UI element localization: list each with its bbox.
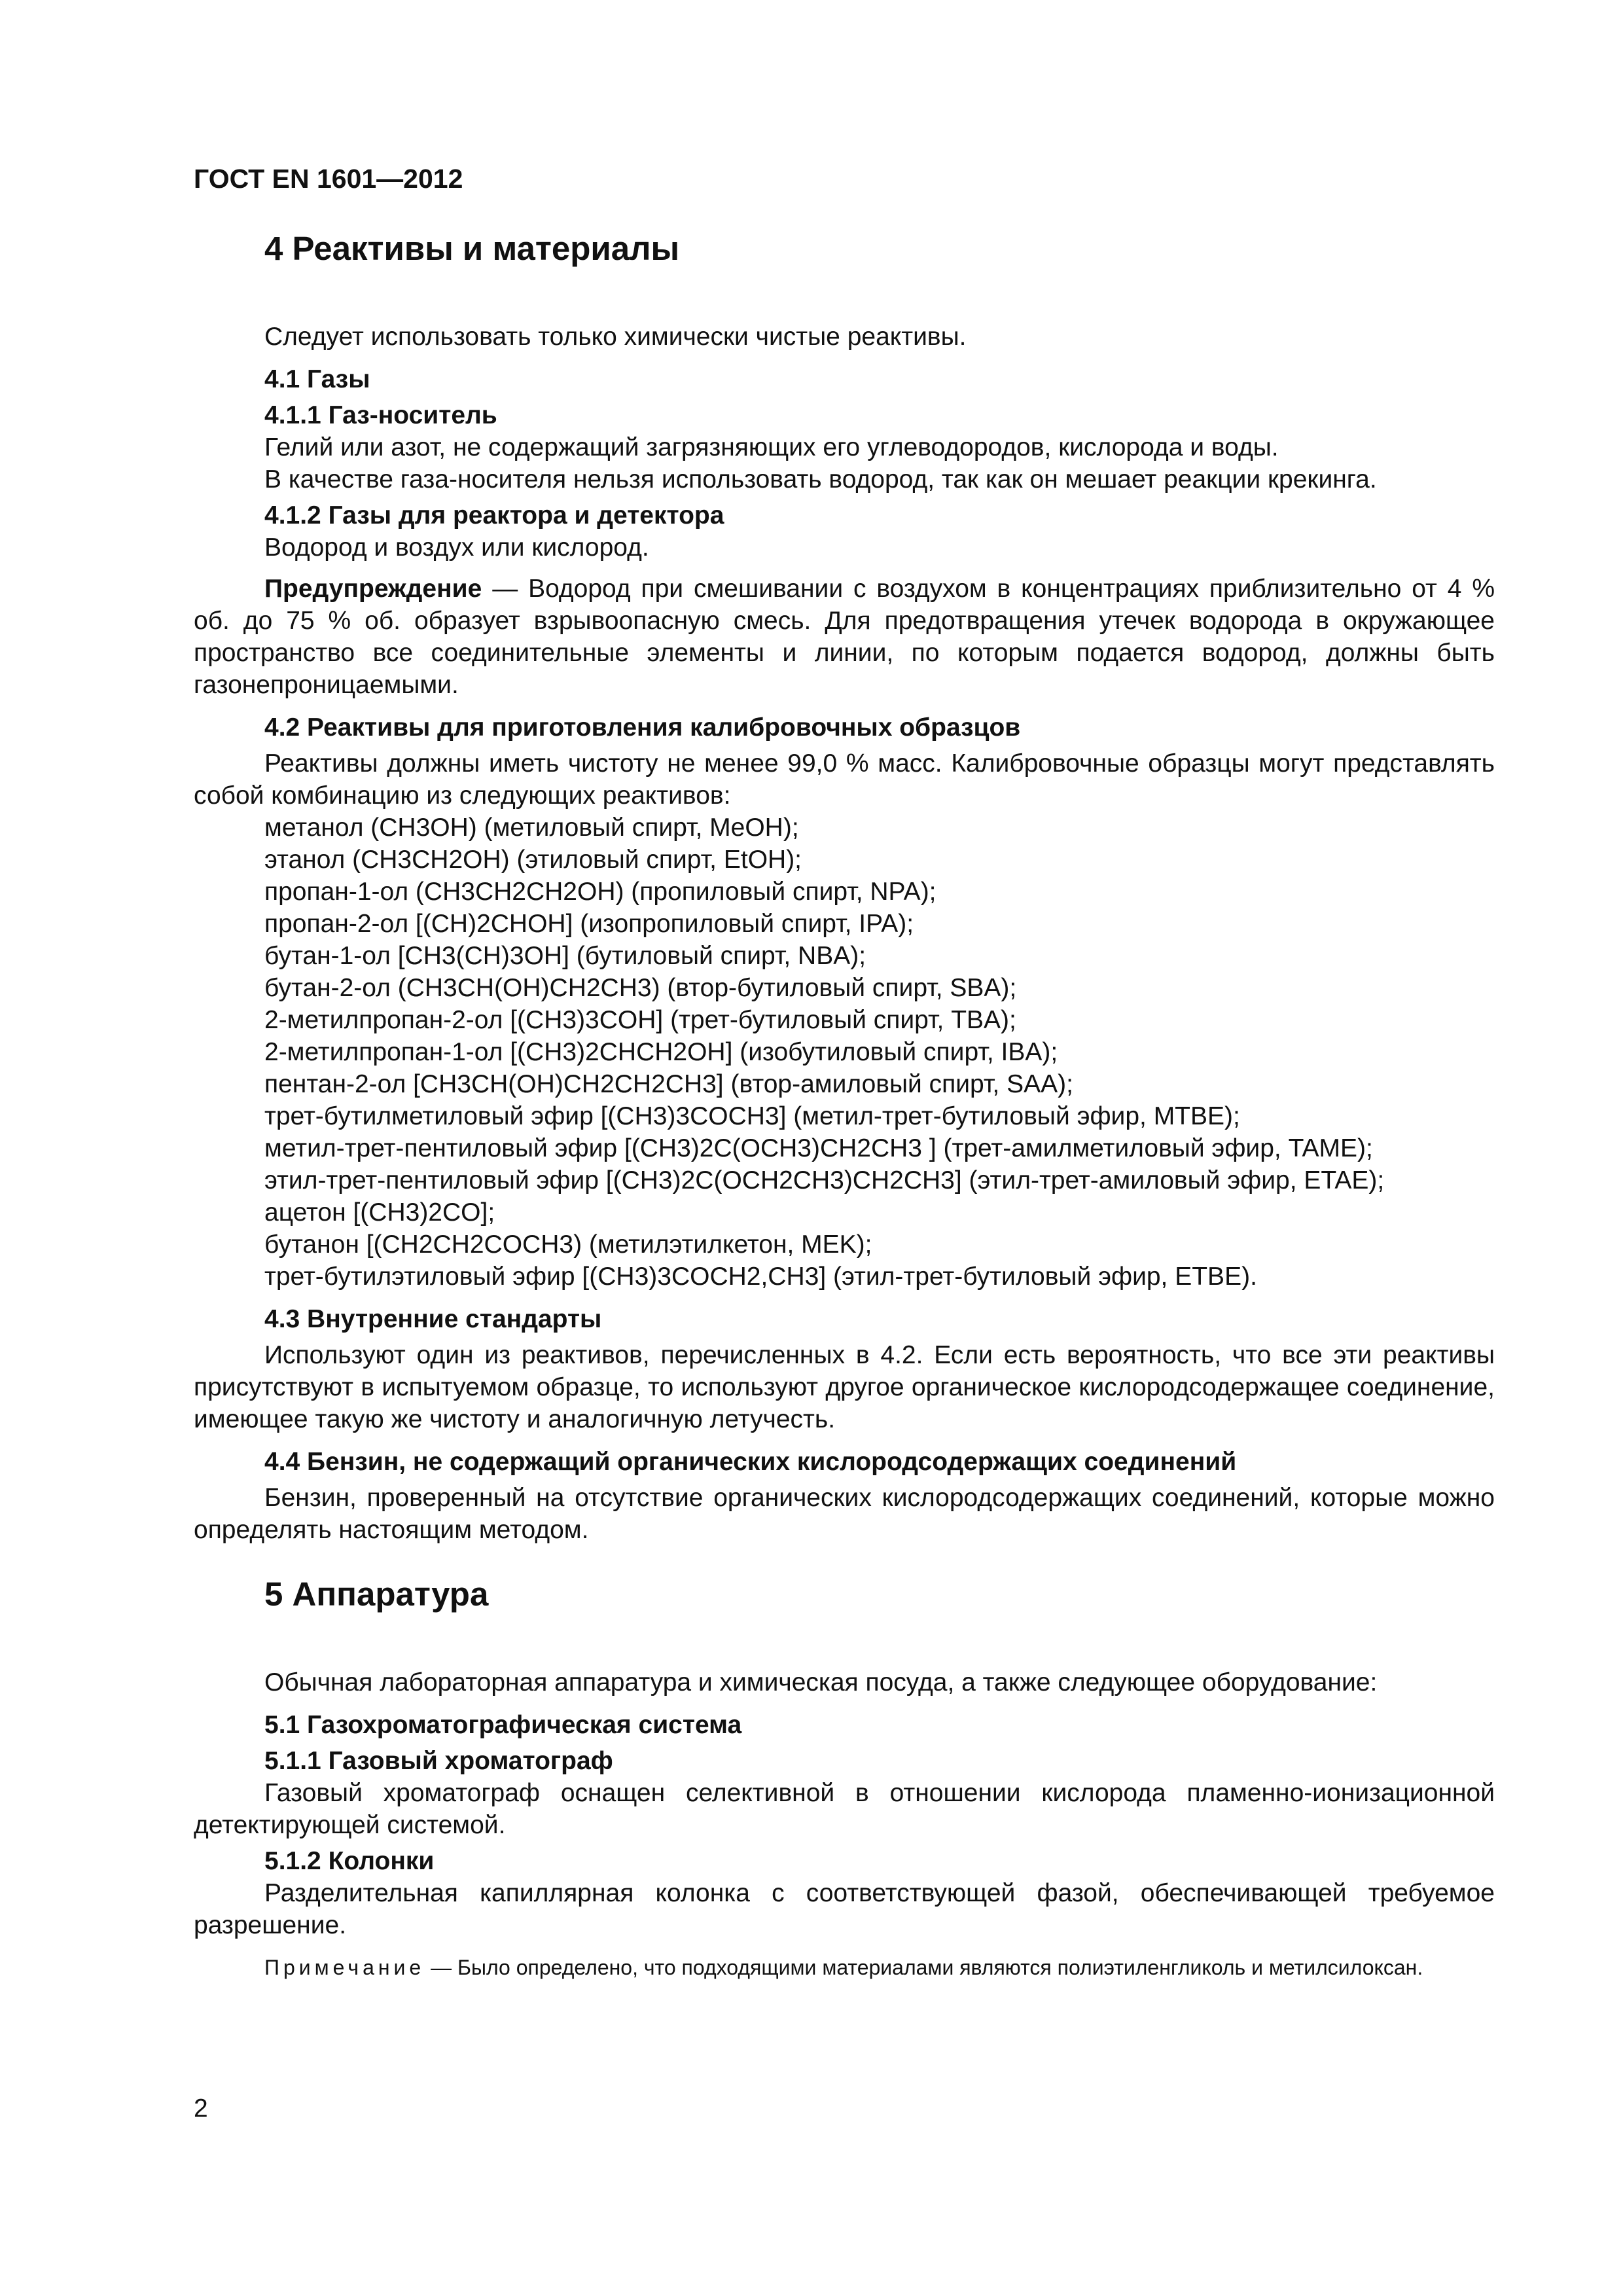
section-4-4-title: 4.4 Бензин, не содержащий органических кислородсодержащих соединений — [264, 1448, 1237, 1476]
section-5-1-2-title: 5.1.2 Колонки — [264, 1847, 435, 1875]
section-4-1-1-line2: В качестве газа-носителя нельзя использовать водород, так как он мешает реакции крекинга. — [264, 465, 1377, 493]
section-5-title: 5 Аппаратура — [264, 1575, 489, 1613]
list-item: бутан-1-ол [CH3(CH)3OH] (бутиловый спирт, NBA); — [264, 942, 866, 970]
list-item: пентан-2-ол [CH3CH(OH)CH2CH2CH3] (втор-амиловый спирт, SAA); — [264, 1070, 1073, 1098]
section-5-intro: Обычная лабораторная аппаратура и химическая посуда, а также следующее оборудование: — [264, 1668, 1378, 1696]
section-4-intro: Следует использовать только химически чистые реактивы. — [264, 323, 967, 351]
list-item: бутан-2-ол (CH3CH(OH)CH2CH3) (втор-бутиловый спирт, SBA); — [264, 974, 1017, 1002]
warning-paragraph — [194, 573, 1495, 701]
section-5-1-1-text: Газовый хроматограф оснащен селективной в отношении кислорода пламенно-ионизационной детектирующей системой. — [194, 1779, 1495, 1839]
note-paragraph — [194, 1953, 1495, 1982]
list-item: этанол (CH3CH2OH) (этиловый спирт, EtOH); — [264, 846, 802, 874]
list-item: пропан-2-ол [(CH)2CHOH] (изопропиловый спирт, IPA); — [264, 910, 914, 938]
warning-text: — Водород при смешивании с воздухом в концентрациях приблизительно от 4 % об. до 75 % об. образует взрывоопасную смесь. Для предотвращения утечек водорода в окружающее пространство все соединительные элементы и линии, по которым подается водород, должны быть газонепроницаемыми. — [194, 575, 1495, 699]
section-4-1-title: 4.1 Газы — [264, 365, 370, 393]
list-item: ацетон [(CH3)2CO]; — [264, 1198, 495, 1227]
list-item: трет-бутилметиловый эфир [(CH3)3COCH3] (метил-трет-бутиловый эфир, MTBE); — [264, 1102, 1240, 1130]
list-item: трет-бутилэтиловый эфир [(CH3)3COCH2,CH3] (этил-трет-бутиловый эфир, ETBE). — [264, 1263, 1257, 1291]
warning-label: Предупреждение — [264, 575, 482, 603]
section-4-1-1-line1: Гелий или азот, не содержащий загрязняющих его углеводородов, кислорода и воды. — [264, 433, 1279, 461]
section-4-1-2-line1: Водород и воздух или кислород. — [264, 533, 649, 562]
section-4-4-text: Бензин, проверенный на отсутствие органических кислородсодержащих соединений, которые можно определять настоящим методом. — [194, 1484, 1495, 1544]
section-4-3-text: Используют один из реактивов, перечисленных в 4.2. Если есть вероятность, что все эти реактивы присутствуют в испытуемом образце, то используют другое органическое кислородсодержащее соединение, имеющее такую же чистоту и аналогичную летучесть. — [194, 1341, 1495, 1433]
section-4-1-1-title: 4.1.1 Газ-носитель — [264, 401, 497, 429]
note-label: Примечание — [264, 1956, 425, 1979]
section-4-3-title: 4.3 Внутренние стандарты — [264, 1305, 602, 1333]
list-item: бутанон [(CH2CH2COCH3) (метилэтилкетон, MEK); — [264, 1230, 872, 1259]
section-5-1-2-text: Разделительная капиллярная колонка с соответствующей фазой, обеспечивающей требуемое разрешение. — [194, 1879, 1495, 1939]
list-item: 2-метилпропан-2-ол [(CH3)3COH] (трет-бутиловый спирт, TBA); — [264, 1006, 1016, 1034]
list-item: 2-метилпропан-1-ол [(CH3)2CHCH2OH] (изобутиловый спирт, IBA); — [264, 1038, 1058, 1066]
note-text: — Было определено, что подходящими материалами являются полиэтиленгликоль и метилсилоксан. — [425, 1956, 1423, 1979]
section-4-title: 4 Реактивы и материалы — [264, 230, 680, 267]
section-4-1-2-title: 4.1.2 Газы для реактора и детектора — [264, 501, 724, 529]
section-5-1-1-title: 5.1.1 Газовый хроматограф — [264, 1747, 613, 1775]
list-item: этил-трет-пентиловый эфир [(CH3)2C(OCH2CH3)CH2CH3] (этил-трет-амиловый эфир, ETAE); — [264, 1166, 1385, 1194]
section-4-2-intro: Реактивы должны иметь чистоту не менее 99,0 % масс. Калибровочные образцы могут представлять собой комбинацию из следующих реактивов: — [194, 749, 1495, 810]
list-item: метил-трет-пентиловый эфир [(CH3)2C(OCH3)CH2CH3 ] (трет-амилметиловый эфир, TAME); — [264, 1134, 1373, 1162]
list-item: пропан-1-ол (CH3CH2CH2OH) (пропиловый спирт, NPA); — [264, 878, 936, 906]
list-item: метанол (CH3OH) (метиловый спирт, MeOH); — [264, 814, 799, 842]
section-4-2-title: 4.2 Реактивы для приготовления калибровочных образцов — [264, 713, 1021, 742]
reagent-list — [194, 812, 1495, 1293]
page-number: 2 — [194, 2094, 208, 2123]
section-5-1-title: 5.1 Газохроматографическая система — [264, 1711, 742, 1739]
standard-header: ГОСТ EN 1601—2012 — [194, 164, 463, 194]
page-content — [194, 216, 1495, 2003]
